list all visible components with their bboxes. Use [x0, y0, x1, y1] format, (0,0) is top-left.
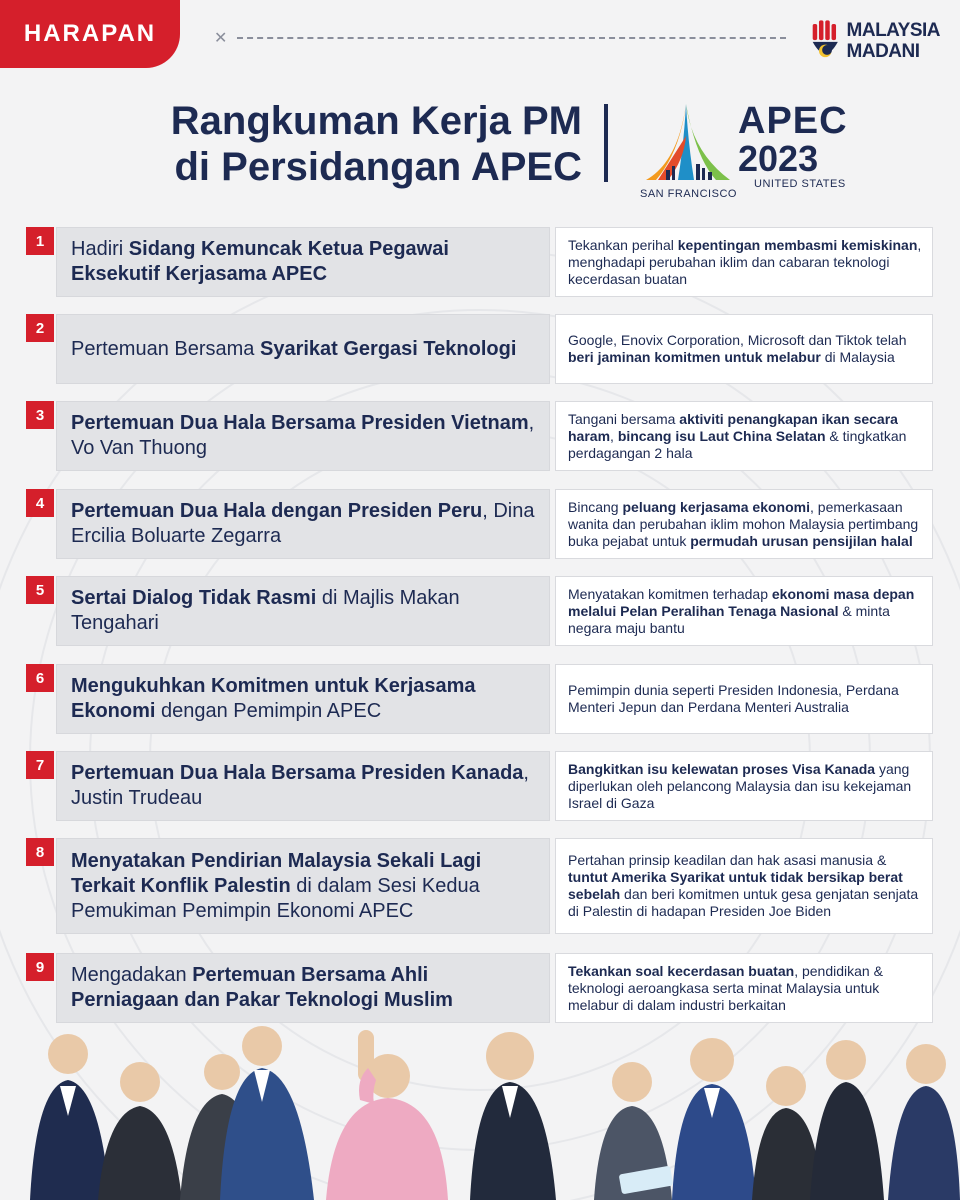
result-panel [555, 227, 933, 297]
result-text [568, 237, 924, 288]
apec-2023-logo [634, 96, 864, 204]
madani-line1: MALAYSIA [846, 20, 940, 41]
result-text-segment: & tingkatkan perdagangan 2 hala [568, 427, 907, 461]
result-text-segment: Tangani bersama [568, 410, 680, 427]
task-panel [56, 401, 550, 471]
result-text-bold: kepentingan membasmi kemiskinan [677, 236, 918, 253]
task-text [71, 499, 539, 549]
summary-row [26, 227, 936, 299]
task-text-segment: di dalam Sesi Kedua Pemukiman Pemimpin Ekonomi APEC [71, 874, 480, 922]
result-panel [555, 489, 933, 559]
task-text-segment: , Vo Van Thuong [71, 412, 535, 459]
result-text-segment: Pertahan prinsip keadilan dan hak asasi manusia & [568, 852, 887, 868]
item-number-badge: 3 [26, 401, 54, 429]
task-text-segment: , Justin Trudeau [71, 762, 529, 809]
task-text [71, 337, 516, 362]
result-text [568, 682, 924, 716]
apec-bridge-icon [638, 102, 738, 186]
result-text [568, 586, 924, 637]
apec-word: APEC [738, 100, 848, 142]
result-text [568, 411, 924, 462]
result-text-segment: , pendidikan & teknologi aeroangkasa serta minat Malaysia untuk melabur di dalam industri berkaitan [568, 962, 883, 1013]
dashed-divider [214, 30, 786, 46]
task-text [71, 849, 539, 924]
summary-row [26, 401, 936, 473]
result-text-bold: tuntut Amerika Syarikat untuk tidak bersikap berat sebelah [568, 869, 903, 902]
task-panel [56, 953, 550, 1023]
result-panel [555, 314, 933, 384]
task-text-bold: Pertemuan Bersama Ahli Perniagaan dan Pakar Teknologi Muslim [71, 964, 453, 1011]
task-text-segment: Hadiri [71, 238, 129, 260]
task-text [71, 674, 539, 724]
result-text-bold: permudah urusan pensijilan halal [690, 532, 913, 549]
task-panel [56, 576, 550, 646]
result-panel [555, 664, 933, 734]
item-number-badge: 2 [26, 314, 54, 342]
result-text-bold: Bangkitkan isu kelewatan proses Visa Kanada [568, 760, 876, 777]
task-text-bold: Syarikat Gergasi Teknologi [259, 337, 517, 360]
result-panel [555, 401, 933, 471]
item-number-badge: 7 [26, 751, 54, 779]
apec-country: UNITED STATES [754, 178, 846, 190]
close-icon: ✕ [214, 30, 228, 47]
result-text-segment: , pemerkasaan wanita dan perubahan iklim mohon Malaysia pertimbang buka pejabat untuk [568, 498, 919, 549]
task-panel [56, 314, 550, 384]
task-text-bold: Pertemuan Dua Hala Bersama Presiden Vietnam [71, 412, 529, 434]
result-panel [555, 751, 933, 821]
malaysia-madani-logo [810, 14, 940, 68]
title-line1: Rangkuman Kerja PM [170, 99, 582, 143]
page-title [70, 98, 582, 190]
result-text [568, 499, 924, 550]
result-text-segment: Bincang [568, 498, 623, 515]
task-text [71, 761, 539, 811]
result-panel [555, 953, 933, 1023]
result-text-segment: yang diperlukan oleh pelancong Malaysia dan isu kekejaman Israel di Gaza [568, 760, 912, 811]
summary-row [26, 664, 936, 736]
result-text-segment: & minta negara maju bantu [568, 602, 890, 636]
apec-year: 2023 [738, 138, 819, 179]
result-text-segment: di Malaysia [820, 349, 895, 365]
task-text-segment: Pertemuan Bersama [71, 337, 260, 360]
task-panel [56, 751, 550, 821]
summary-row [26, 838, 936, 936]
summary-row [26, 489, 936, 561]
result-panel [555, 838, 933, 934]
result-text [568, 963, 924, 1014]
result-text [568, 852, 924, 920]
task-text [71, 411, 539, 461]
task-text-bold: Pertemuan Dua Hala dengan Presiden Peru [71, 500, 483, 522]
item-number-badge: 9 [26, 953, 54, 981]
leaders-photo-collage [0, 1020, 960, 1200]
task-text-bold: Sertai Dialog Tidak Rasmi [71, 587, 317, 609]
summary-row [26, 751, 936, 823]
result-text-segment: Pemimpin dunia seperti Presiden Indonesia, Perdana Menteri Jepun dan Perdana Menteri Australia [568, 682, 899, 715]
result-panel [555, 576, 933, 646]
result-text-segment: Tekankan perihal [568, 236, 678, 253]
task-panel [56, 664, 550, 734]
madani-emblem-icon [810, 16, 841, 66]
task-text-segment: , Dina Ercilia Boluarte Zegarra [71, 500, 535, 547]
brand-text: HARAPAN [23, 20, 157, 47]
result-text-segment: Menyatakan komitmen terhadap [568, 585, 772, 602]
task-panel [56, 227, 550, 297]
summary-row [26, 314, 936, 386]
result-text-bold: aktiviti penangkapan ikan secara haram [568, 410, 898, 444]
item-number-badge: 6 [26, 664, 54, 692]
person-silhouettes [30, 1026, 960, 1200]
madani-line2: MADANI [846, 41, 920, 62]
item-number-badge: 8 [26, 838, 54, 866]
task-text-segment: Mengadakan [71, 964, 193, 986]
summary-row [26, 953, 936, 1025]
task-text-segment: di Majlis Makan Tengahari [71, 587, 460, 634]
task-text-bold: Mengukuhkan Komitmen untuk Kerjasama Ekonomi [71, 675, 476, 722]
summary-row [26, 576, 936, 648]
apec-city: SAN FRANCISCO [640, 188, 737, 200]
dash-line [237, 37, 786, 39]
result-text-bold: Tekankan soal kecerdasan buatan [568, 962, 795, 979]
task-text [71, 963, 539, 1013]
task-text-bold: Pertemuan Dua Hala Bersama Presiden Kanada [71, 762, 524, 784]
task-panel [56, 489, 550, 559]
task-panel [56, 838, 550, 934]
harapan-logo [0, 0, 180, 68]
title-line2: di Persidangan APEC [174, 145, 582, 189]
task-text-segment: dengan Pemimpin APEC [155, 700, 382, 722]
title-divider [604, 104, 608, 182]
task-text-bold: Menyatakan Pendirian Malaysia Sekali Lagi Terkait Konflik Palestin [71, 849, 482, 897]
result-text [568, 332, 924, 366]
result-text-bold: peluang kerjasama ekonomi [622, 498, 811, 515]
result-text-segment: dan beri komitmen untuk gesa genjatan senjata di Palestin di hadapan Presiden Joe Biden [568, 886, 919, 919]
task-text [71, 237, 539, 287]
result-text-segment: Google, Enovix Corporation, Microsoft dan Tiktok telah [568, 332, 907, 348]
result-text-segment: , menghadapi perubahan iklim dan cabaran teknologi kecerdasan buatan [568, 236, 922, 287]
task-text-bold: Sidang Kemuncak Ketua Pegawai Eksekutif Kerjasama APEC [71, 238, 449, 285]
result-text-bold: ekonomi masa depan melalui Pelan Peralihan Tenaga Nasional [568, 585, 915, 619]
item-number-badge: 4 [26, 489, 54, 517]
result-text-segment: , [610, 427, 618, 444]
result-text-bold: bincang isu Laut China Selatan [617, 427, 826, 444]
item-number-badge: 1 [26, 227, 54, 255]
item-number-badge: 5 [26, 576, 54, 604]
result-text [568, 761, 924, 812]
result-text-bold: beri jaminan komitmen untuk melabur [568, 349, 821, 365]
task-text [71, 586, 539, 636]
